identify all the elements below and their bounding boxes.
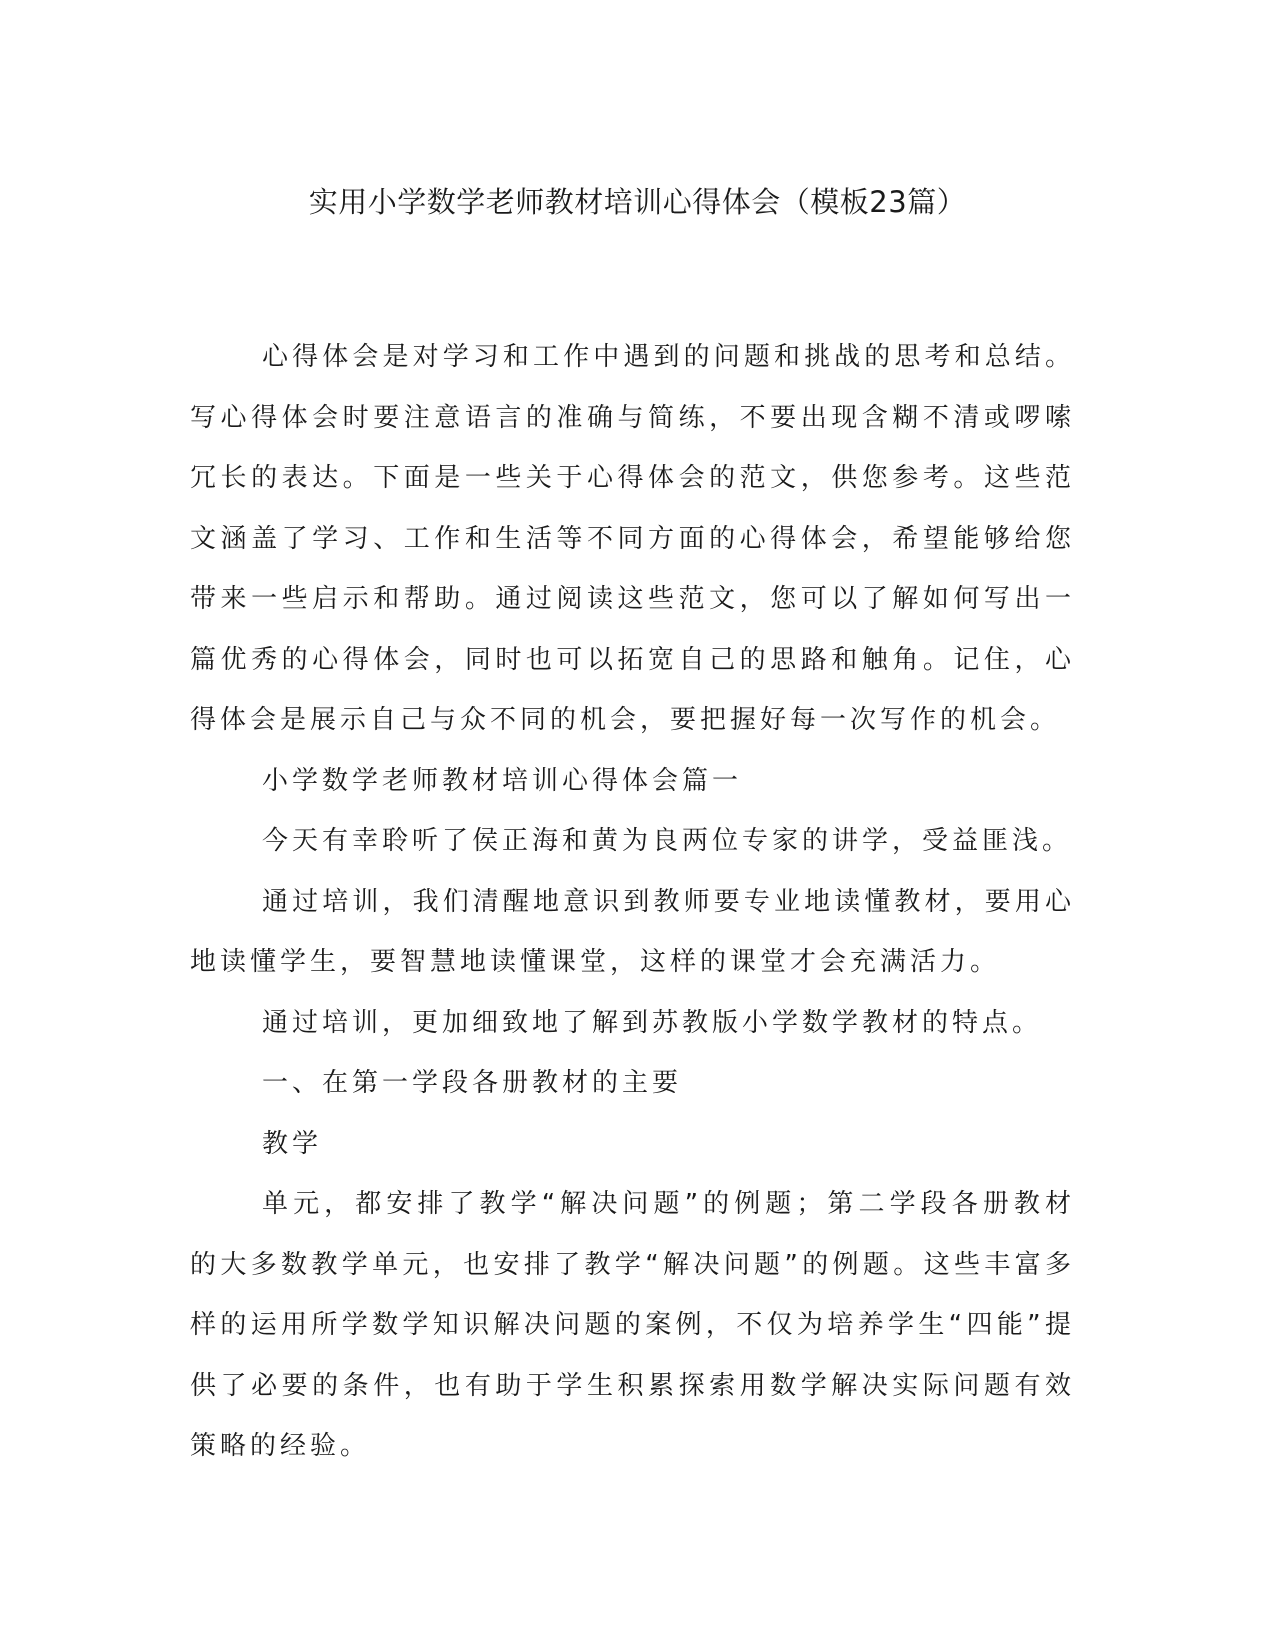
body-paragraph: 单元，都安排了教学“解决问题”的例题；第二学段各册教材的大多数教学单元，也安排了教学“解决问题”的例题。这些丰富多样的运用所学数学知识解决问题的案例，不仅为培养学生“四能”提供了必要的条件，也有助于学生积累探索用数学解决实际问题有效策略的经验。 bbox=[190, 1189, 1075, 1461]
section-heading: 小学数学老师教材培训心得体会篇一 bbox=[262, 765, 743, 796]
subsection-heading: 一、在第一学段各册教材的主要 bbox=[262, 1068, 683, 1098]
intro-paragraph: 心得体会是对学习和工作中遇到的问题和挑战的思考和总结。写心得体会时要注意语言的准确与简练，不要出现含糊不清或啰嗦冗长的表达。下面是一些关于心得体会的范文，供您参考。这些范文涵盖了学习、工作和生活等不同方面的心得体会，希望能够给您带来一些启示和帮助。通过阅读这些范文，您可以了解如何写出一篇优秀的心得体会，同时也可以拓宽自己的思路和触角。记住，心得体会是展示自己与众不同的机会，要把握好每一次写作的机会。 bbox=[190, 342, 1075, 735]
document-title: 实用小学数学老师教材培训心得体会（模板23篇） bbox=[308, 185, 967, 219]
document-body bbox=[190, 327, 1075, 1477]
body-paragraph: 通过培训，更加细致地了解到苏教版小学数学教材的特点。 bbox=[262, 1007, 1043, 1038]
body-paragraph: 教学 bbox=[262, 1128, 323, 1159]
body-paragraph: 今天有幸聆听了侯正海和黄为良两位专家的讲学，受益匪浅。 bbox=[262, 826, 1073, 856]
body-paragraph: 通过培训，我们清醒地意识到教师要专业地读懂教材，要用心地读懂学生，要智慧地读懂课堂，这样的课堂才会充满活力。 bbox=[190, 886, 1075, 977]
